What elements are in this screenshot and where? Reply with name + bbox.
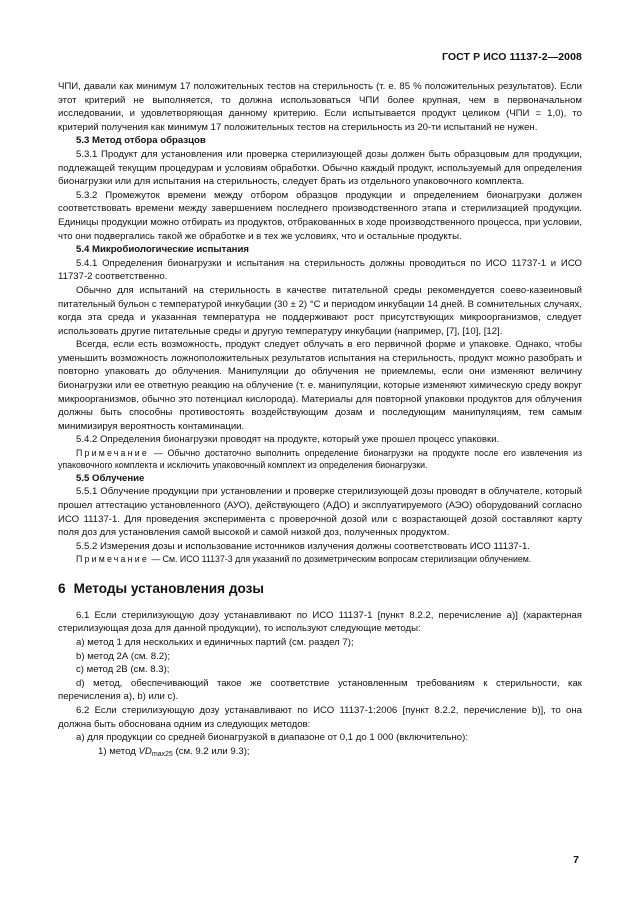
note-label: Примечание — [76, 448, 149, 459]
paragraph-5-5-1: 5.5.1 Облучение продукции при установлении и проверке стерилизующей дозы проводят в облучателе, который прошел аттестацию установленного (АУО), действующего (АДО) и эксплуатируемого (АЭО) оборудований согласно ИСО 11137-1. Для проведения эксперимента с проверочной дозой или с возрастающей дозой составляют карту поля доз для установления самой высокой и самой низкой доз, полученных продуктом. — [58, 486, 582, 539]
section-5-3-heading: 5.3 Метод отбора образцов — [76, 135, 206, 147]
intro-paragraph: ЧПИ, давали как минимум 17 положительных тестов на стерильность (т. е. 85 % положительных результатов). Если этот критерий не выполняется, то должна использоваться ЧПИ более крупная, чем в первоначальном исследовании, и удовлетворяющая данному критерию. Если испытывается продукт целиком (ЧПИ = 1,0), то критерий получения как минимум 17 положительных тестов на стерильность из 20-ти испытаний не нужен. — [58, 81, 582, 133]
paragraph-5-4-1-packaging: Всегда, если есть возможность, продукт следует облучать в его первичной форме и упаковке. Однако, чтобы уменьшить возможность ложноположительных результатов испытания на стерильность, продукт можно разобрать и повторно упаковать до облучения. Манипуляции до облучения не приемлемы, если они изменяют величину бионагрузки или ее ответную реакцию на облучение (т. е. манипуляции, которые изменяют химическую среду вокруг микроорганизмов, обычно это потенциал кислорода). Материалы для повторной упаковки продуктов для облучения должны быть способны противостоять воздействующим дозам и последующим манипуляциям, тем самым минимизируя вероятность контаминации. — [58, 339, 582, 432]
list-item-1 — [58, 745, 582, 759]
method-suffix: (см. 9.2 или 9.3); — [172, 745, 250, 757]
section-5-5-heading: 5.5 Облучение — [76, 472, 145, 484]
paragraph-5-3-2: 5.3.2 Промежуток времени между отбором образцов продукции и определением бионагрузки должен соответствовать времени между завершением последнего производственного этапа и стерилизацией продукции. Единицы продукции можно отбирать из продуктов, отбракованных в ходе производственного процесса, при условии, что они подвергались такой же обработке и в тех же условиях, что и остальные продукты. — [58, 189, 582, 242]
paragraph-6-1: 6.1 Если стерилизующую дозу устанавливают по ИСО 11137-1 [пункт 8.2.2, перечисление а)] (характерная стерилизующая доза для данной продукции), то используют следующие методы: — [58, 609, 582, 635]
document-header: ГОСТ Р ИСО 11137-2—2008 — [441, 51, 582, 63]
paragraph-5-4-2: 5.4.2 Определения бионагрузки проводят на продукте, который уже прошел процесс упаковки. — [76, 434, 500, 446]
method-vd: VD — [138, 745, 152, 757]
list-item: a) метод 1 для нескольких и единичных партий (см. раздел 7); — [76, 637, 354, 648]
paragraph-6-2: 6.2 Если стерилизующую дозу устанавливают по ИСО 11137-1:2006 [пункт 8.2.2, перечисление b)], то она должна быть обоснована одним из следующих методов: — [58, 704, 582, 730]
section-6-number: 6 — [58, 580, 66, 596]
page-number: 7 — [573, 854, 579, 866]
note-text: — Обычно достаточно выполнить определение бионагрузки на продукте после его извлечения из упаковочного комплекта и исключить упаковочный комплект из определения бионагрузки. — [58, 448, 582, 471]
paragraph-5-4-1: 5.4.1 Определения бионагрузки и испытания на стерильность должны проводиться по ИСО 11737-1 и ИСО 11737-2 соответственно. — [58, 257, 582, 283]
list-item: d) метод, обеспечивающий такое же соответствие установленным требованиям к стерильности, как перечисления а), b) или c). — [58, 677, 582, 703]
list-item: c) метод 2В (см. 8.3); — [76, 664, 170, 676]
list-item: b) метод 2А (см. 8.2); — [76, 650, 170, 662]
note-5-4 — [58, 447, 582, 472]
section-5-4-heading: 5.4 Микробиологические испытания — [76, 244, 249, 256]
method-prefix: 1) метод — [98, 745, 139, 757]
list-item-a: а) для продукции со средней бионагрузкой в диапазоне от 0,1 до 1 000 (включительно): — [76, 732, 468, 744]
note-5-5 — [58, 553, 582, 565]
document-body — [58, 80, 582, 758]
section-6-heading — [58, 580, 582, 597]
note-label: Примечание — [76, 554, 149, 565]
section-6-title: Методы установления дозы — [73, 580, 264, 596]
paragraph-5-3-1: 5.3.1 Продукт для установления или проверка стерилизующей дозы должен быть образцовым для продукции, подлежащей текущим процедурам и условиям обработки. Обычно каждый продукт, используемый для определения бионагрузки или для испытания на стерильность, следует брать из отдельного упаковочного комплекта. — [58, 148, 582, 188]
paragraph-5-4-1-media: Обычно для испытаний на стерильность в качестве питательной среды рекомендуется соево-казеиновый питательный бульон с температурой инкубации (30 ± 2) °С и периодом инкубации 14 дней. В сомнительных случаях, когда эта среда и указанная температура не поддерживают рост присутствующих микроорганизмов, следует использовать другие питательные среды и другую температуру инкубации (например, [7], [10], [12]. — [58, 284, 582, 337]
method-subscript: max25 — [151, 750, 173, 758]
paragraph-5-5-2: 5.5.2 Измерения дозы и использование источников излучения должны соответствовать ИСО 11137-1. — [76, 540, 530, 552]
note-text: — См. ИСО 11137-3 для указаний по дозиметрическим вопросам стерилизации облучением. — [148, 554, 532, 565]
